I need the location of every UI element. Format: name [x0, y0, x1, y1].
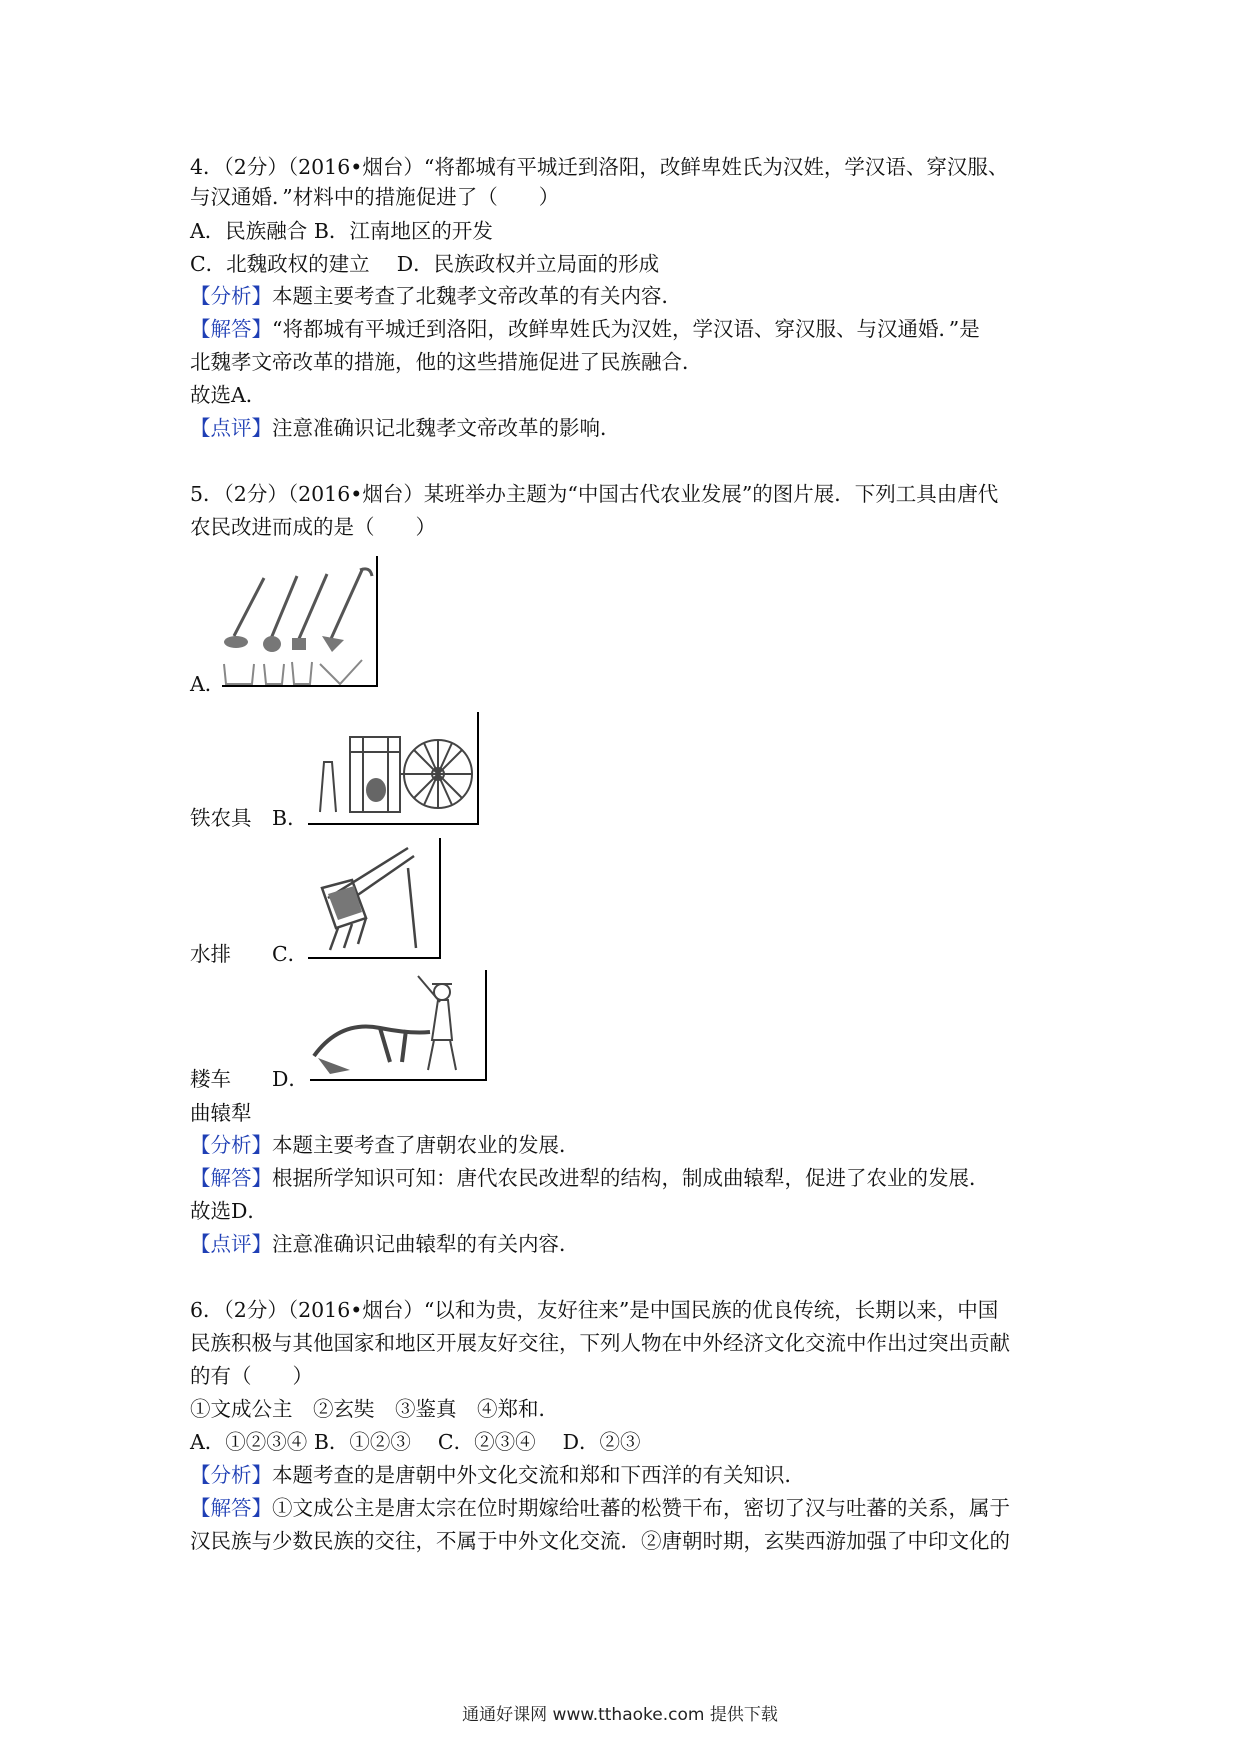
label-a: A． [190, 672, 226, 696]
comment-tag: 【点评】 [190, 1232, 272, 1256]
answer-text: ①文成公主是唐太宗在位时期嫁给吐蕃的松赞干布，密切了汉与吐蕃的关系，属于 [272, 1496, 1010, 1520]
q4-comment [190, 415, 621, 441]
label-b: 铁农具 B． [190, 806, 308, 830]
page-footer: 通通好课网 www.tthaoke.com 提供下载 [462, 1705, 778, 1725]
q6-items: ①文成公主 ②玄奘 ③鉴真 ④郑和． [190, 1397, 559, 1421]
q5-analysis [190, 1132, 580, 1158]
figure-curved-plough [310, 970, 488, 1084]
label-c: 水排 C． [190, 942, 309, 966]
answer-tag: 【解答】 [190, 1496, 272, 1520]
q4-answer [190, 316, 980, 342]
label-d: 耧车 D． [190, 1067, 309, 1091]
analysis-text: 本题考查的是唐朝中外文化交流和郑和下西洋的有关知识． [272, 1463, 805, 1487]
q4-stem-line2: 与汉通婚．”材料中的措施促进了（ ） [190, 185, 560, 209]
q4-choice: 故选A． [190, 383, 267, 407]
q5-stem-line1: 5．（2分）（2016•烟台）某班举办主题为“中国古代农业发展”的图片展．下列工具由唐代 [190, 482, 999, 506]
answer-tag: 【解答】 [190, 1166, 272, 1190]
q4-analysis [190, 283, 682, 309]
analysis-tag: 【分析】 [190, 1133, 272, 1157]
q6-stem-line1: 6．（2分）（2016•烟台）“以和为贵，友好往来”是中国民族的优良传统，长期以来，中国 [190, 1298, 999, 1322]
analysis-tag: 【分析】 [190, 284, 272, 308]
answer-tag: 【解答】 [190, 317, 272, 341]
q5-choice: 故选D． [190, 1199, 268, 1223]
q4-answer-line2: 北魏孝文帝改革的措施，他的这些措施促进了民族融合． [190, 350, 703, 374]
q4-options-line1: A．民族融合 B．江南地区的开发 [190, 219, 493, 243]
comment-text: 注意准确识记北魏孝文帝改革的影响． [272, 416, 621, 440]
q4-stem-line1: 4．（2分）（2016•烟台）“将都城有平城迁到洛阳，改鲜卑姓氏为汉姓，学汉语、穿汉服、 [190, 155, 1009, 179]
answer-text: 根据所学知识可知：唐代农民改进犁的结构，制成曲辕犁，促进了农业的发展． [272, 1166, 990, 1190]
analysis-text: 本题主要考查了唐朝农业的发展． [272, 1133, 580, 1157]
q5-comment [190, 1231, 580, 1257]
answer-text: “将都城有平城迁到洛阳，改鲜卑姓氏为汉姓，学汉语、穿汉服、与汉通婚．”是 [272, 317, 980, 341]
label-curved-plough: 曲辕犁 [190, 1101, 252, 1125]
comment-tag: 【点评】 [190, 416, 272, 440]
figure-iron-tools [222, 556, 380, 688]
analysis-text: 本题主要考查了北魏孝文帝改革的有关内容． [272, 284, 682, 308]
q6-stem-line3: 的有（ ） [190, 1364, 313, 1388]
figure-water-bellows [308, 712, 480, 828]
q5-answer [190, 1165, 990, 1191]
q6-answer-line2: 汉民族与少数民族的交往，不属于中外文化交流．②唐朝时期，玄奘西游加强了中印文化的 [190, 1529, 1010, 1553]
q6-answer [190, 1495, 1010, 1521]
analysis-tag: 【分析】 [190, 1463, 272, 1487]
q6-stem-line2: 民族积极与其他国家和地区开展友好交往，下列人物在中外经济文化交流中作出过突出贡献 [190, 1331, 1010, 1355]
q6-analysis [190, 1462, 805, 1488]
figure-seed-drill [308, 838, 442, 962]
q4-options-line2: C．北魏政权的建立 D．民族政权并立局面的形成 [190, 252, 660, 276]
q5-stem-line2: 农民改进而成的是（ ） [190, 515, 436, 539]
q6-options: A．①②③④ B．①②③ C．②③④ D．②③ [190, 1430, 641, 1454]
comment-text: 注意准确识记曲辕犁的有关内容． [272, 1232, 580, 1256]
